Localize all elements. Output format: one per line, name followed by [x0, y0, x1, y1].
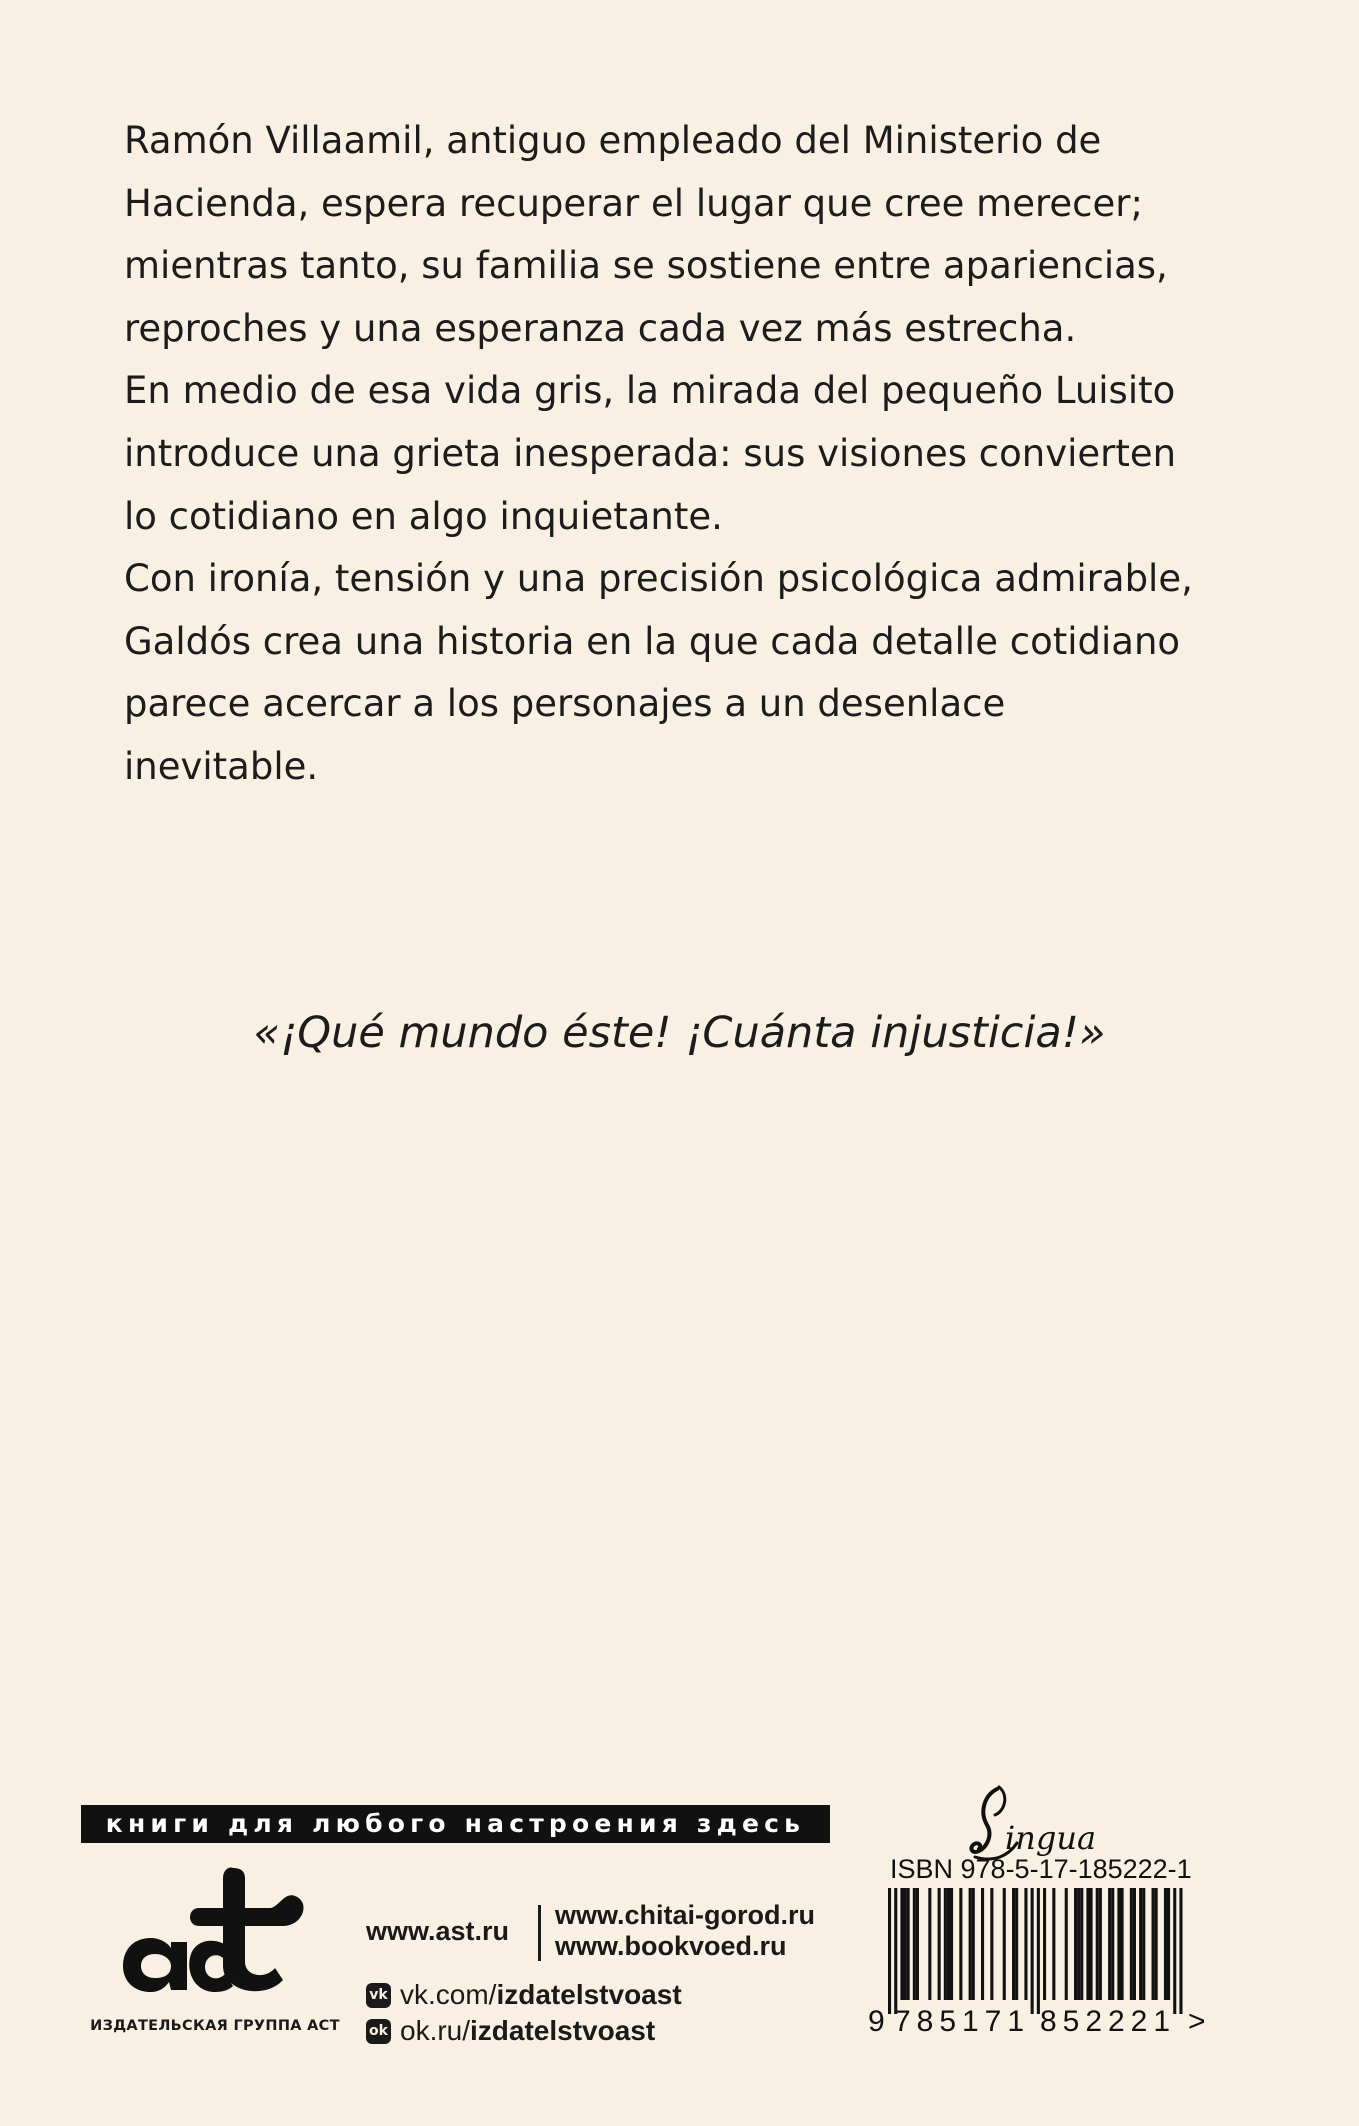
chitai-gorod-link[interactable]: www.chitai-gorod.ru	[555, 1900, 815, 1930]
blurb-line: reproches y una esperanza cada vez más estrecha.	[124, 306, 1077, 350]
blurb-line: En medio de esa vida gris, la mirada del pequeño Luisito	[124, 369, 1176, 413]
barcode-guard-bar	[888, 1888, 891, 2014]
partner-sites	[555, 1900, 815, 1962]
barcode-bar	[944, 1888, 947, 2000]
barcode-bar	[1130, 1888, 1133, 2000]
vk-handle: izdatelstvoast	[496, 1979, 682, 2010]
barcode-bar	[1052, 1888, 1055, 2000]
barcode-bar	[1133, 1888, 1136, 2000]
barcode-bar	[947, 1888, 950, 2000]
barcode-bar	[959, 1888, 962, 2000]
barcode-bar	[1065, 1888, 1068, 2000]
social-links	[366, 1977, 682, 2049]
blurb-line: Hacienda, espera recuperar el lugar que cree merecer;	[124, 181, 1143, 225]
barcode-bar	[1024, 1888, 1027, 2000]
barcode-bar	[1152, 1888, 1155, 2000]
blurb-line: lo cotidiano en algo inquietante.	[124, 494, 723, 538]
barcode-bar	[1074, 1888, 1077, 2000]
barcode-bar	[907, 1888, 910, 2000]
blurb-line: introduce una grieta inesperada: sus visiones convierten	[124, 431, 1177, 475]
blurb-line: Ramón Villaamil, antiguo empleado del Ministerio de	[124, 119, 1102, 162]
barcode-bar	[1142, 1888, 1145, 2000]
barcode-bar	[1096, 1888, 1099, 2000]
barcode-bar	[916, 1888, 919, 2000]
barcode-bar	[1155, 1888, 1158, 2000]
barcode-bar	[900, 1888, 903, 2000]
barcode-bar	[950, 1888, 953, 2000]
ast-website-link[interactable]: www.ast.ru	[366, 1916, 510, 1946]
barcode-bar	[990, 1888, 993, 2000]
barcode-bar	[913, 1888, 916, 2000]
barcode-bar	[928, 1888, 931, 2000]
barcode-bar	[1086, 1888, 1089, 2000]
book-blurb	[124, 110, 1264, 799]
barcode-bar	[1090, 1888, 1093, 2000]
barcode-bar	[1167, 1888, 1170, 2000]
barcode-guard-bar	[1037, 1888, 1040, 2014]
ok-handle: izdatelstvoast	[470, 2015, 656, 2046]
barcode-quiet-mark: >	[1188, 2005, 1206, 2036]
tagline-banner: книги для любого настроения здесь	[81, 1805, 830, 1843]
vk-link[interactable]	[366, 1977, 682, 2013]
blurb-line: parece acercar a los personajes a un desenlace	[124, 682, 1006, 726]
barcode-digit-prefix: 9	[868, 2005, 885, 2036]
barcode-bar	[1099, 1888, 1102, 2000]
links-divider	[538, 1905, 541, 1961]
vk-icon: vk	[366, 1983, 391, 2008]
barcode-bar	[1108, 1888, 1111, 2000]
isbn-number: ISBN 978-5-17-185222-1	[890, 1854, 1192, 1884]
barcode-guard-bar	[894, 1888, 897, 2014]
barcode-guard-bar	[1173, 1888, 1176, 2014]
ok-icon: ok	[366, 2019, 391, 2044]
barcode-icon	[866, 1888, 1216, 2036]
svg-text:ingua: ingua	[1005, 1819, 1097, 1857]
ok-link[interactable]	[366, 2013, 682, 2049]
pull-quote: «¡Qué mundo éste! ¡Cuánta injusticia!»	[253, 1008, 1106, 1058]
barcode-bar	[1043, 1888, 1046, 2000]
bookvoed-link[interactable]: www.bookvoed.ru	[555, 1931, 787, 1961]
barcode-bar	[1012, 1888, 1015, 2000]
barcode-digits-left: 785171	[894, 2005, 1024, 2036]
barcode-bar	[1121, 1888, 1124, 2000]
barcode-bar	[1117, 1888, 1120, 2000]
barcode-bar	[969, 1888, 972, 2000]
barcode-bar	[1080, 1888, 1083, 2000]
publisher-caption: ИЗДАТЕЛЬСКАЯ ГРУППА АСТ	[90, 2018, 340, 2034]
barcode-bar	[1164, 1888, 1167, 2000]
barcode-guard-bar	[1179, 1888, 1182, 2014]
barcode-bar	[1111, 1888, 1114, 2000]
barcode-bar	[1003, 1888, 1006, 2000]
vk-domain: vk.com/	[400, 1979, 497, 2010]
barcode-bar	[1077, 1888, 1080, 2000]
blurb-line: inevitable.	[124, 744, 319, 788]
blurb-line: mientras tanto, su familia se sostiene entre apariencias,	[124, 244, 1168, 288]
barcode-digits-right: 852221	[1040, 2005, 1170, 2036]
ok-domain: ok.ru/	[400, 2015, 471, 2046]
barcode-bar	[972, 1888, 975, 2000]
blurb-line: Galdós crea una historia en la que cada detalle cotidiano	[124, 619, 1181, 663]
barcode-guard-bar	[1031, 1888, 1034, 2014]
barcode-bar	[1015, 1888, 1018, 2000]
barcode-bar	[904, 1888, 907, 2000]
barcode-bar	[1139, 1888, 1142, 2000]
blurb-line: Con ironía, tensión y una precisión psicológica admirable,	[124, 557, 1193, 601]
barcode-bar	[981, 1888, 984, 2000]
ast-logo-icon	[115, 1862, 315, 2002]
barcode-bar	[938, 1888, 941, 2000]
